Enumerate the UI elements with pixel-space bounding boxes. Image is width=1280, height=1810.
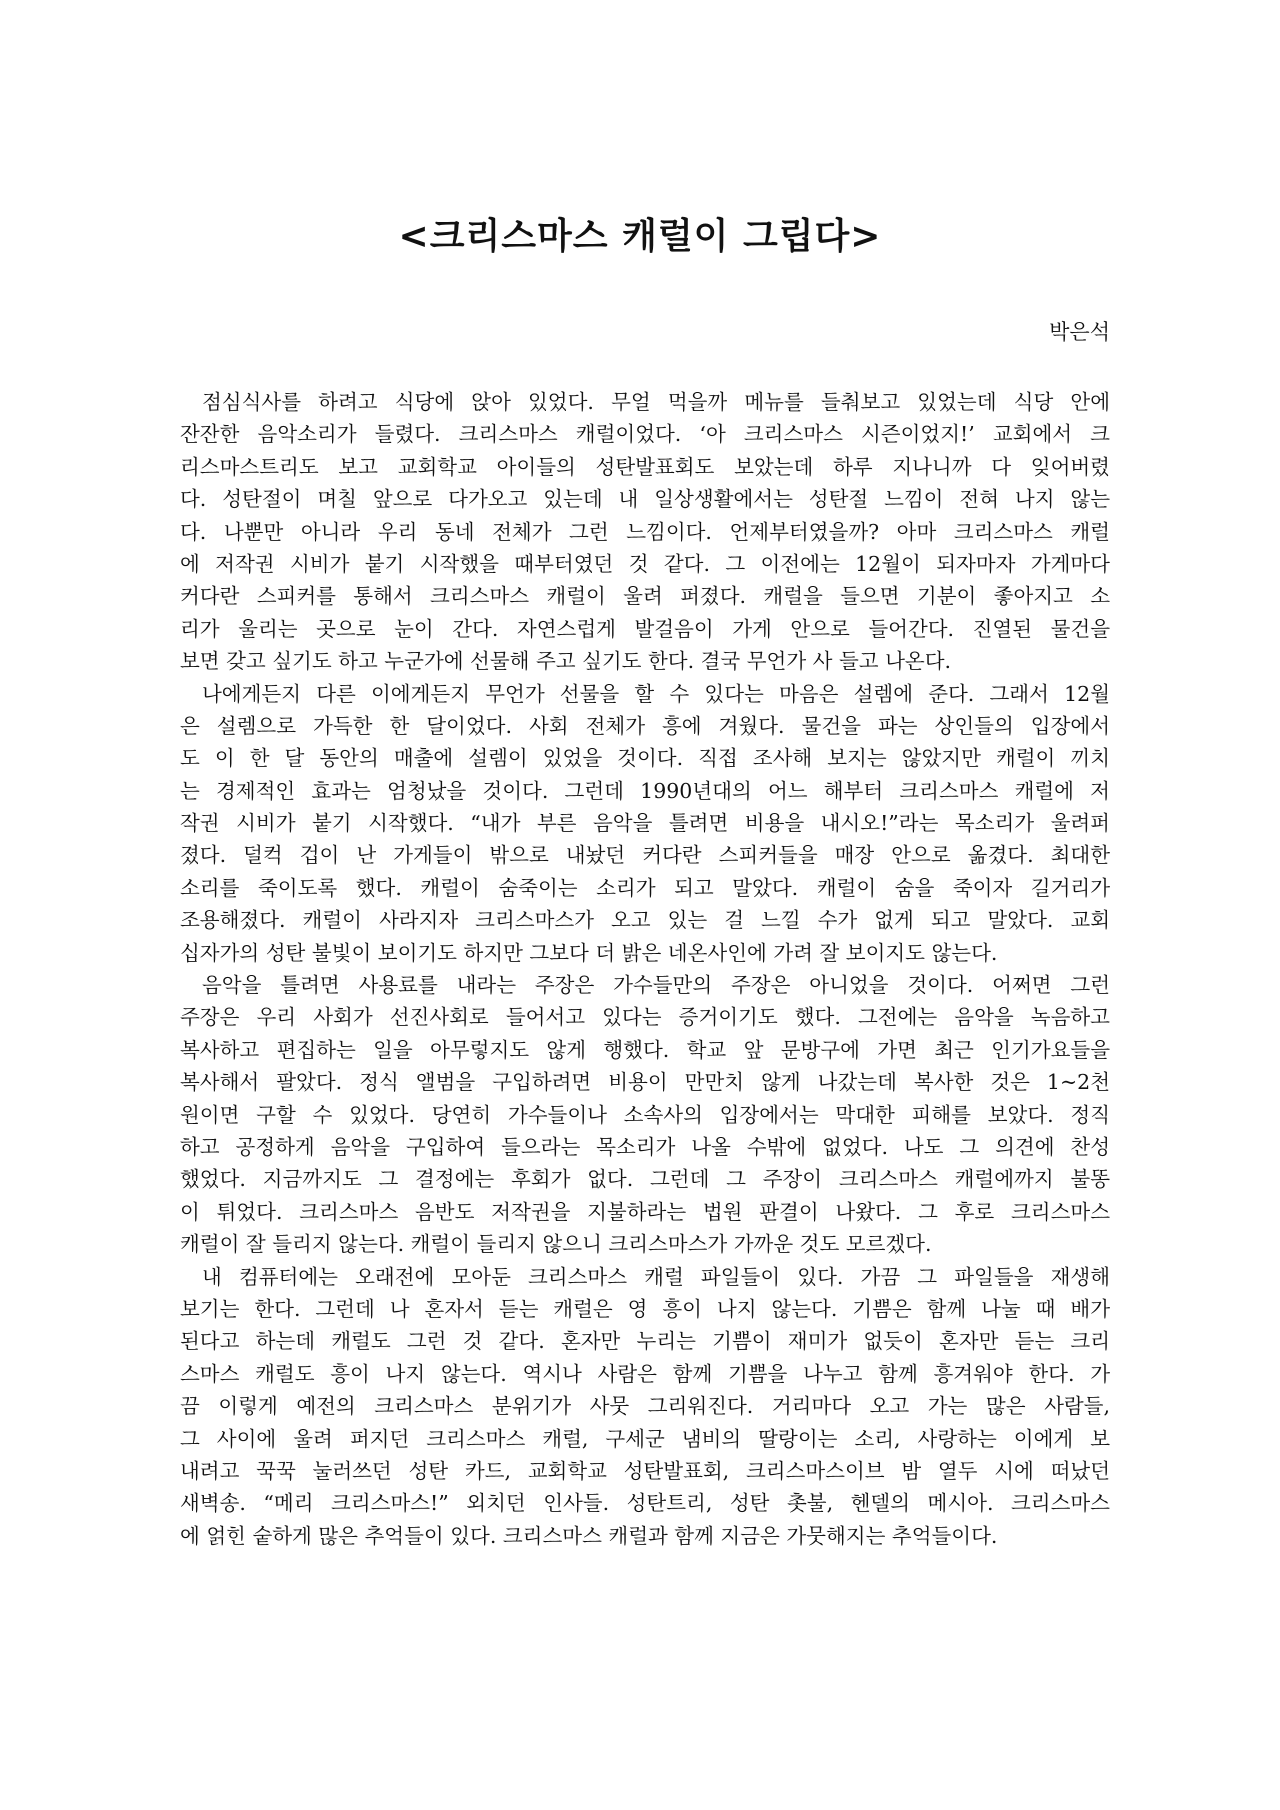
text-line: 다. 성탄절이 며칠 앞으로 다가오고 있는데 내 일상생활에서는 성탄절 느낌이 전혀 나지 않는 [180,487,1110,512]
text-line: 리스마스트리도 보고 교회학교 아이들의 성탄발표회도 보았는데 하루 지나니까 다 잊어버렸 [180,454,1110,479]
text-line: 음악을 틀려면 사용료를 내라는 주장은 가수들만의 주장은 아니었을 것이다. 어쩌면 그런 [202,973,1110,998]
text-line: 다. 나뿐만 아니라 우리 동네 전체가 그런 느낌이다. 언제부터였을까? 아마 크리스마스 캐럴 [180,519,1110,544]
text-line: 캐럴이 잘 들리지 않는다. 캐럴이 들리지 않으니 크리스마스가 가까운 것도 모르겠다. [180,1232,932,1257]
paragraph [180,969,1110,1261]
text-line: 복사해서 팔았다. 정식 앨범을 구입하려면 비용이 만만치 않게 나갔는데 복사한 것은 1~2천 [180,1070,1110,1095]
text-line: 그 사이에 울려 퍼지던 크리스마스 캐럴, 구세군 냄비의 딸랑이는 소리, 사랑하는 이에게 보 [180,1426,1110,1451]
text-line: 작권 시비가 붙기 시작했다. “내가 부른 음악을 틀려면 비용을 내시오!”라는 목소리가 울려퍼 [180,811,1110,836]
text-line: 커다란 스피커를 통해서 크리스마스 캐럴이 울려 퍼졌다. 캐럴을 들으면 기분이 좋아지고 소 [180,584,1110,609]
text-line: 된다고 하는데 캐럴도 그런 것 같다. 혼자만 누리는 기쁨이 재미가 없듯이 혼자만 듣는 크리 [180,1329,1110,1354]
text-line: 새벽송. “메리 크리스마스!” 외치던 인사들. 성탄트리, 성탄 촛불, 헨델의 메시아. 크리스마스 [180,1491,1110,1516]
paragraph [180,1261,1110,1553]
text-line: 도 이 한 달 동안의 매출에 설렘이 있었을 것이다. 직접 조사해 보지는 않았지만 캐럴이 끼치 [180,746,1110,771]
text-line: 원이면 구할 수 있었다. 당연히 가수들이나 소속사의 입장에서는 막대한 피해를 보았다. 정직 [180,1102,1110,1127]
paragraph [180,386,1110,678]
text-line: 소리를 죽이도록 했다. 캐럴이 숨죽이는 소리가 되고 말았다. 캐럴이 숨을 죽이자 길거리가 [180,875,1110,900]
text-line: 는 경제적인 효과는 엄청났을 것이다. 그런데 1990년대의 어느 해부터 크리스마스 캐럴에 저 [180,778,1110,803]
text-line: 끔 이렇게 예전의 크리스마스 분위기가 사뭇 그리워진다. 거리마다 오고 가는 많은 사람들, [180,1394,1110,1419]
document-title: <크리스마스 캐럴이 그립다> [398,216,882,257]
paragraph [180,678,1110,970]
text-line: 했었다. 지금까지도 그 결정에는 후회가 없다. 그런데 그 주장이 크리스마스 캐럴에까지 불똥 [180,1167,1110,1192]
text-line: 내려고 꾹꾹 눌러쓰던 성탄 카드, 교회학교 성탄발표회, 크리스마스이브 밤 열두 시에 떠났던 [180,1458,1110,1483]
text-line: 잔잔한 음악소리가 들렸다. 크리스마스 캐럴이었다. ‘아 크리스마스 시즌이었지!’ 교회에서 크 [180,422,1110,447]
text-line: 에 저작권 시비가 붙기 시작했을 때부터였던 것 같다. 그 이전에는 12월이 되자마자 가게마다 [180,551,1110,576]
text-line: 은 설렘으로 가득한 한 달이었다. 사회 전체가 흥에 겨웠다. 물건을 파는 상인들의 입장에서 [180,713,1110,738]
text-line: 하고 공정하게 음악을 구입하여 들으라는 목소리가 나올 수밖에 없었다. 나도 그 의견에 찬성 [180,1134,1110,1159]
text-line: 조용해졌다. 캐럴이 사라지자 크리스마스가 오고 있는 걸 느낄 수가 없게 되고 말았다. 교회 [180,908,1110,933]
document-body [180,386,1110,1552]
text-line: 보기는 한다. 그런데 나 혼자서 듣는 캐럴은 영 흥이 나지 않는다. 기쁨은 함께 나눌 때 배가 [180,1296,1110,1321]
text-line: 점심식사를 하려고 식당에 앉아 있었다. 무얼 먹을까 메뉴를 들춰보고 있었는데 식당 안에 [202,390,1110,414]
text-line: 리가 울리는 곳으로 눈이 간다. 자연스럽게 발걸음이 가게 안으로 들어간다. 진열된 물건을 [180,616,1110,641]
text-line: 주장은 우리 사회가 선진사회로 들어서고 있다는 증거이기도 했다. 그전에는 음악을 녹음하고 [180,1005,1110,1030]
text-line: 졌다. 덜컥 겁이 난 가게들이 밖으로 내놨던 커다란 스피커들을 매장 안으로 옮겼다. 최대한 [180,843,1110,868]
text-line: 스마스 캐럴도 흥이 나지 않는다. 역시나 사람은 함께 기쁨을 나누고 함께 흥겨워야 한다. 가 [180,1361,1110,1386]
text-line: 내 컴퓨터에는 오래전에 모아둔 크리스마스 캐럴 파일들이 있다. 가끔 그 파일들을 재생해 [202,1264,1110,1289]
text-line: 보면 갖고 싶기도 하고 누군가에 선물해 주고 싶기도 한다. 결국 무언가 사 들고 나온다. [180,649,952,674]
text-line: 이 튀었다. 크리스마스 음반도 저작권을 지불하라는 법원 판결이 나왔다. 그 후로 크리스마스 [180,1199,1110,1224]
text-line: 에 얽힌 숱하게 많은 추억들이 있다. 크리스마스 캐럴과 함께 지금은 가뭇해지는 추억들이다. [180,1523,998,1548]
text-line: 나에게든지 다른 이에게든지 무언가 선물을 할 수 있다는 마음은 설렘에 준다. 그래서 12월 [202,681,1110,706]
text-line: 복사하고 편집하는 일을 아무렇지도 않게 행했다. 학교 앞 문방구에 가면 최근 인기가요들을 [180,1037,1110,1062]
author-name: 박은석 [1049,320,1110,344]
text-line: 십자가의 성탄 불빛이 보이기도 하지만 그보다 더 밝은 네온사인에 가려 잘 보이지도 않는다. [180,940,998,965]
